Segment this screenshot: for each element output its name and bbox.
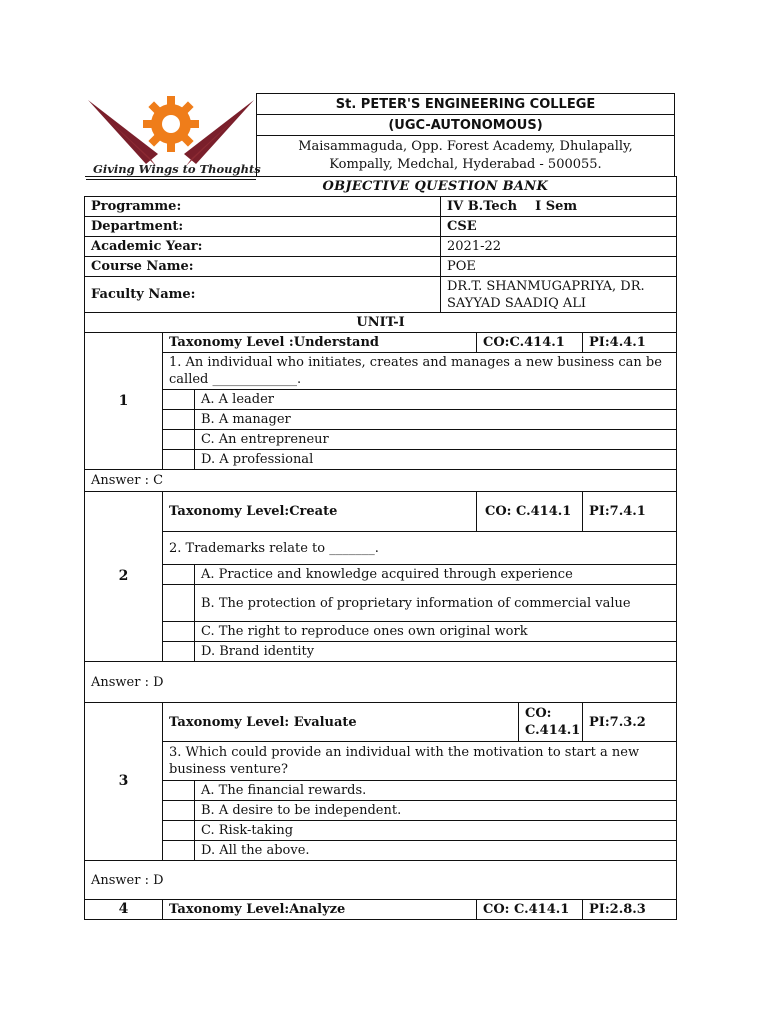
question-2-answer: Answer : D <box>85 662 677 703</box>
question-3-option-c: C. Risk-taking <box>195 821 677 841</box>
question-2-text: 2. Trademarks relate to _______. <box>163 532 677 565</box>
question-3-meta-row <box>85 703 677 742</box>
programme-value: IV B.Tech I Sem <box>441 197 677 217</box>
question-3-option-b: B. A desire to be independent. <box>195 801 677 821</box>
faculty-name-value: DR.T. SHANMUGAPRIYA, DR. SAYYAD SAADIQ ALI <box>441 277 677 313</box>
college-name: St. PETER'S ENGINEERING COLLEGE <box>256 93 675 115</box>
question-1-pi: PI:4.4.1 <box>583 333 677 353</box>
question-1-co: CO:C.414.1 <box>477 333 583 353</box>
question-1-taxonomy: Taxonomy Level :Understand <box>163 333 477 353</box>
academic-year-label: Academic Year: <box>85 237 441 257</box>
question-2-option-a: A. Practice and knowledge acquired through experience <box>195 565 677 585</box>
course-name-label: Course Name: <box>85 257 441 277</box>
question-3-number: 3 <box>85 703 163 861</box>
question-1-answer: Answer : C <box>85 470 677 492</box>
address-line-2: Kompally, Medchal, Hyderabad - 500055. <box>329 157 602 172</box>
question-2-co: CO: C.414.1 <box>477 492 583 532</box>
question-1-meta-row <box>85 333 677 353</box>
question-4-number: 4 <box>85 900 163 920</box>
logo-tagline: Giving Wings to Thoughts <box>93 162 261 176</box>
question-3-option-a: A. The financial rewards. <box>195 781 677 801</box>
question-4-taxonomy: Taxonomy Level:Analyze <box>163 900 477 920</box>
faculty-name-label: Faculty Name: <box>85 277 441 313</box>
question-3-co: CO: C.414.1 <box>519 703 583 742</box>
question-2-number: 2 <box>85 492 163 662</box>
college-status: (UGC-AUTONOMOUS) <box>256 114 675 136</box>
question-3-answer: Answer : D <box>85 861 677 900</box>
question-bank-table <box>84 176 677 920</box>
question-3-text: 3. Which could provide an individual with the motivation to start a new business venture? <box>163 742 677 781</box>
question-2-option-d: D. Brand identity <box>195 642 677 662</box>
question-2-pi: PI:7.4.1 <box>583 492 677 532</box>
question-2-taxonomy: Taxonomy Level:Create <box>163 492 477 532</box>
question-3-pi: PI:7.3.2 <box>583 703 677 742</box>
question-1-option-a: A. A leader <box>195 390 677 410</box>
question-4-co: CO: C.414.1 <box>477 900 583 920</box>
academic-year-value: 2021-22 <box>441 237 677 257</box>
question-2-meta-row <box>85 492 677 532</box>
question-1-text: 1. An individual who initiates, creates and manages a new business can be called _____________. <box>163 353 677 390</box>
question-1-option-d: D. A professional <box>195 450 677 470</box>
question-4-pi: PI:2.8.3 <box>583 900 677 920</box>
department-value: CSE <box>441 217 677 237</box>
question-4-meta-row <box>85 900 677 920</box>
course-name-value: POE <box>441 257 677 277</box>
document-title: OBJECTIVE QUESTION BANK <box>195 177 677 197</box>
programme-label: Programme: <box>85 197 441 217</box>
college-address <box>256 135 675 177</box>
question-1-number: 1 <box>85 333 163 470</box>
address-line-1: Maisammaguda, Opp. Forest Academy, Dhulapally, <box>298 139 633 154</box>
question-2-option-b: B. The protection of proprietary information of commercial value <box>195 585 677 622</box>
question-3-taxonomy: Taxonomy Level: Evaluate <box>163 703 519 742</box>
question-1-option-b: B. A manager <box>195 410 677 430</box>
question-1-option-c: C. An entrepreneur <box>195 430 677 450</box>
department-label: Department: <box>85 217 441 237</box>
question-2-option-c: C. The right to reproduce ones own original work <box>195 622 677 642</box>
unit-title: UNIT-I <box>85 313 677 333</box>
question-3-option-d: D. All the above. <box>195 841 677 861</box>
